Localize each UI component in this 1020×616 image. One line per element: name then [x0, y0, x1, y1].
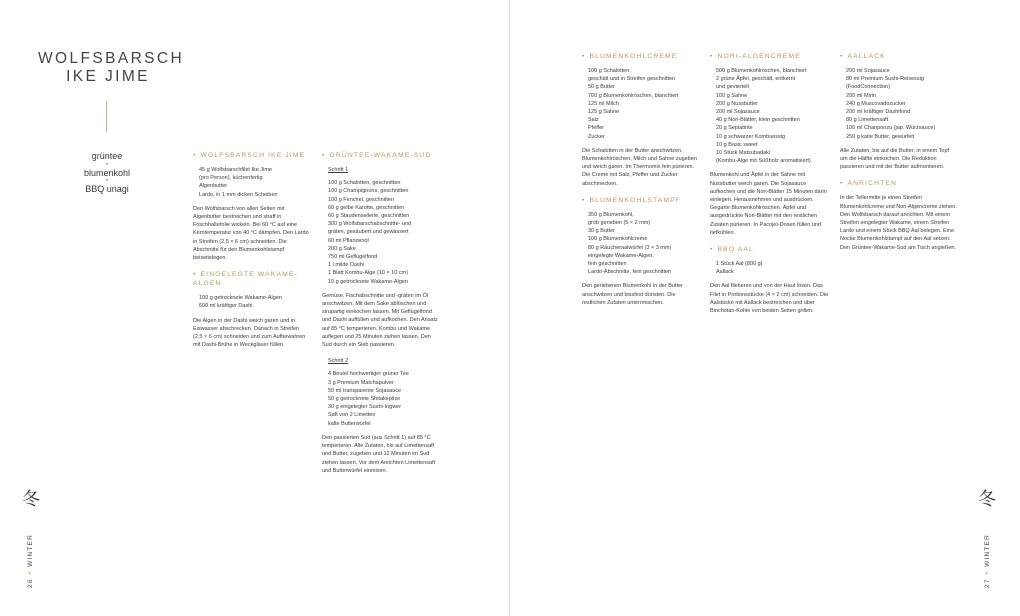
ingredient-item: 100 g Schalotten, [588, 68, 631, 74]
ingredient-item: eingelegte Wakame-Algen, [588, 252, 654, 259]
ingredient-item: 30 g Butter [588, 228, 615, 235]
recipe-section [193, 270, 309, 349]
ingredient-item: 60 g Staudensellerie, geschnitten [328, 213, 410, 220]
instruction-text: Alle Zutaten, bis auf die Butter, in einem Topf um die Hälfte einkochen. Die Reduktion passieren und mit der Butter aufmontieren. [840, 147, 950, 171]
ingredient-item: 50 g Butter [588, 84, 615, 91]
ingredient-item: 50 g getrocknete Shitakepilze [328, 396, 401, 403]
instruction-text: Blumenkohl und Äpfel in der Sahne mit Nussbutter weich garen. Die Sojasauce aufkochen und die Nori-Blätter 15 Minuten darin einlegen. Herausnehmen und ausdrücken. Gegarte Blumenkohlröschen, Äpfel und ausgedrückte Nori-Blätter mit den restlichen Zutaten pürieren. In Pacojet-Dosen füllen und tiefkühlen. [710, 172, 827, 236]
recipe-section [710, 245, 830, 315]
heading-text: ANRICHTEN [847, 180, 898, 188]
ingredient-item: 125 g Sahne [588, 109, 620, 116]
ingredient-item: 100 g Fenchel, geschnitten [328, 196, 395, 203]
ingredient-item: gräten, gesäubert und gewässert [328, 229, 409, 236]
ingredient-item: 80 g Räucheraalwürfel (3 × 3 mm) [588, 244, 672, 251]
ingredient-item: 750 ml Geflügelfond [328, 254, 378, 261]
ingredient-item: 80 g Limettensaft [846, 117, 889, 124]
instruction-text: Den Aal filetieren und von der Haut lösen. Das Filet in Portionsstücke (4 × 2 cm) schneiden. Die Aalstücke mit Aallack bestreichen und über Binchotan-Kohle von beiden Seiten grillen. [710, 283, 829, 315]
section-heading [840, 179, 958, 188]
recipe-section [582, 196, 698, 307]
winter-kanji: 冬 [22, 489, 40, 510]
ingredient-item: Salz [588, 117, 599, 124]
ingredient-item: 80 ml Premium Sushi-Reisessig [846, 76, 924, 83]
heading-bullet: • [710, 53, 714, 60]
subtitle-line: grüntee [91, 151, 123, 161]
instruction-text: Gemüse, Fischabschnitte und -gräten im Öl anschwitzen. Mit dem Sake ablöschen und sirupartig einkochen lassen. Mit Geflügelfond und Dashi auffüllen und aufkochen. Den Ansatz auf 85 °C temperieren. Kombu und Wakame auflegen und 25 Minuten ziehen lassen. Den Sud durch ein Sieb passieren. [322, 292, 438, 349]
ingredient-item: 200 ml Sojasauce [716, 109, 760, 116]
title-divider [106, 102, 107, 132]
season-label: WINTER [984, 534, 991, 567]
right-column-3 [840, 52, 958, 260]
ingredient-item: (FoodConnection) [846, 84, 891, 91]
ingredient-item: 1 Stück Aal (800 g) [716, 261, 763, 268]
ingredient-item: grob gerieben (5 × 2 mm) [588, 220, 651, 227]
instruction-text: Den passierten Sud (aus Schritt 1) auf 85 °C temperieren. Alle Zutaten, bis auf Limettensaft und Butter, zugeben und 12 Minuten im Sud ziehen lassen. Vor dem Anrichten Limettensaft und Butterwürfel einmixen. [322, 434, 436, 474]
subtitle-line: blumenkohl [83, 167, 131, 178]
left-page [0, 0, 509, 616]
heading-text: EINGELEGTE WAKAME-ALGEN [193, 271, 298, 288]
section-heading [193, 270, 309, 288]
heading-bullet: • [582, 196, 586, 204]
ingredient-list [328, 370, 438, 427]
subtitle-separator: • [105, 161, 109, 168]
ingredient-item: 200 ml Sojasauce [846, 68, 890, 74]
ingredient-item: 40 g Nori-Blätter, klein geschnitten [716, 117, 800, 124]
ingredient-item: 45 g Wolfsbarschfilet Ike Jime [199, 167, 272, 173]
page-footer [984, 534, 991, 588]
ingredient-item: 250 g kalte Butter, gewürfelt [846, 133, 915, 140]
page-number: 27 [984, 578, 991, 588]
section-heading [710, 245, 830, 254]
heading-text: AALLACK [847, 53, 886, 60]
ingredient-item: 100 g Schalotten, geschnitten [328, 180, 401, 187]
section-heading [840, 52, 958, 61]
right-column-2 [710, 52, 830, 323]
ingredient-item: (Kombu-Alge mit Süßholz aromatisiert) [716, 158, 811, 165]
recipe-section [840, 179, 958, 251]
ingredient-item: 500 g Blumenkohlröschen, blanchiert [716, 68, 807, 74]
season-label: WINTER [27, 534, 34, 567]
ingredient-item: 600 ml kräftiger Dashi [199, 303, 253, 310]
heading-bullet: • [840, 180, 844, 188]
heading-text: BBQ AAL [717, 246, 754, 254]
instruction-text: Den geriebenen Blumenkohl in der Butter anschwitzen und bissfest dünsten. Die restlichen Zutaten unterrmischen. [582, 283, 683, 306]
page-number: 26 [27, 578, 34, 588]
ingredient-item: 3 g Premium Matchapulver [328, 379, 394, 386]
ingredient-item: 20 g Sepiatinte [716, 125, 753, 132]
ingredient-item: Aallack [716, 269, 734, 276]
ingredient-item: 125 ml Milch [588, 100, 619, 107]
heading-bullet: • [582, 53, 586, 60]
ingredient-item: Lardo, in 1 mm dicken Scheiben [199, 191, 278, 198]
ingredient-item: 350 g Blumenkohl, [588, 211, 634, 218]
ingredient-item: Saft von 2 Limetten [328, 412, 376, 419]
left-column-2 [322, 151, 438, 483]
recipe-section [582, 52, 698, 188]
ingredient-item: 4 Beutel hochwertiger grüner Tee [328, 371, 409, 378]
heading-text: BLUMENKOHLSTAMPF [589, 196, 681, 204]
ingredient-item: 100 g Blumenkohlcreme [588, 236, 648, 243]
page-footer [27, 534, 34, 588]
ingredient-item: Zucker [588, 133, 605, 140]
ingredient-item: Lardo-Abschnitte, fein geschnitten [588, 269, 672, 276]
ingredient-item: 700 g Blumenkohlröschen, blanchiert [588, 92, 679, 99]
ingredient-item: (pro Person), küchenfertig [199, 175, 263, 182]
recipe-subtitle [74, 151, 140, 196]
ingredient-item: 30 g eingelegter Sushi-Ingwer [328, 404, 402, 411]
section-heading: • GRÜNTEE-WAKAME-SUD [322, 152, 432, 159]
ingredient-item: 10 Stück Matsubadaki [716, 150, 771, 157]
ingredient-item: 200 g Sake [328, 245, 356, 252]
ingredient-list [199, 166, 309, 199]
recipe-section [710, 52, 830, 237]
subtitle-line: BBQ unagi [85, 184, 129, 195]
recipe-title: WOLFSBARSCH IKE JIME [38, 50, 185, 85]
left-column-1 [193, 151, 309, 357]
ingredient-item: und geviertelt [716, 84, 750, 91]
recipe-section [193, 151, 309, 262]
heading-text: WOLFSBARSCH IKE JIME [200, 152, 306, 159]
instruction-text: Den Wolfsbarsch von allen Seiten mit Algenbutter bestreichen und straff in Frischhaltefolie wickeln. Bei 60 °C auf eine Kerntemperatur von 40 °C dämpfen. Den Lardo in Streifen (2,5 × 6 cm) schneiden. Die Abschnitte für den Blumenkohlstampf beiseitelegen. [193, 205, 309, 262]
winter-kanji: 冬 [978, 489, 996, 510]
ingredient-list [846, 67, 958, 141]
ingredient-item: 10 g schwarzer Kombuessig [716, 133, 786, 140]
ingredient-list [716, 260, 830, 276]
subtitle-separator: • [105, 178, 109, 185]
ingredient-item: 240 g Muscovadozucker [846, 100, 906, 107]
ingredient-item: 1 Blatt Kombu-Alge (10 × 10 cm) [328, 270, 408, 277]
ingredient-item: 2 grüne Äpfel, geschält, entkernt [716, 76, 796, 83]
heading-bullet: • [710, 246, 714, 254]
ingredient-item: geschält und in Streifen geschnitten [588, 76, 676, 83]
ingredient-item: kalte Butterwürfel [328, 420, 371, 427]
ingredient-item: 60 ml Pflanzenöl [328, 237, 369, 244]
section-heading [193, 151, 309, 160]
ingredient-item: 100 ml Chanponzu (jap. Würzsauce) [846, 125, 936, 132]
section-heading [582, 52, 698, 61]
heading-bullet: • [840, 53, 844, 60]
ingredient-item: Pfeffer [588, 125, 605, 132]
ingredient-item: 50 ml transparente Sojasauce [328, 387, 402, 394]
footer-separator: • [27, 570, 34, 575]
heading-bullet: • [322, 152, 326, 159]
step-label: Schritt 1 [328, 167, 349, 173]
ingredient-item: 60 g gelbe Karotte, geschnitten [328, 204, 405, 211]
section-heading [710, 52, 830, 61]
heading-bullet: • [193, 152, 197, 159]
ingredient-item: 200 ml Mirin [846, 92, 876, 99]
ingredient-item: 200 g Nussbutter [716, 100, 758, 107]
ingredient-item: 300 g Wolfsbarschabschnitte- und [328, 221, 412, 228]
ingredient-item: fein geschnitten [588, 261, 627, 268]
instruction-text: In der Tellermitte je einen Streifen Blumenkohlcreme und Nori-Algencreme ziehen. Den Wolfsbarsch darauf anrichten. Mit einem Streifen eingelegter Wakame, einem Streifen Lardo und einem Stück BBQ Aal belegen. Eine Nocke Blumenkohlstampf auf den Aal setzen. Den Grüntee-Wakame-Sud am Tisch angießen. [840, 195, 957, 251]
ingredient-item: Algenbutter [199, 183, 228, 190]
ingredient-list [716, 67, 830, 165]
ingredient-item: 100 g Sahne [716, 92, 748, 99]
footer-separator: • [984, 570, 991, 575]
heading-bullet: • [193, 271, 197, 279]
ingredient-item: 1 l milde Dashi [328, 262, 365, 269]
right-column-1 [582, 52, 698, 315]
ingredient-item: 100 g getrocknete Wakame-Algen [199, 295, 282, 302]
heading-text: NORI-ALGENCREME [717, 53, 801, 60]
ingredient-list [328, 179, 438, 286]
section-heading [582, 196, 698, 205]
instruction-text: Die Schalotten in der Butter anschwitzen. Blumenkohlröschen, Milch und Sahne zugeben und weich garen. Im Thermomix fein pürieren. Die Creme mit Salz, Pfeffer und Zucker abschmecken. [582, 147, 697, 187]
ingredient-item: 10 g getrocknete Wakame-Algen [328, 278, 408, 285]
ingredient-list [588, 67, 698, 141]
ingredient-list [199, 294, 309, 310]
instruction-text: Die Algen in der Dashi weich garen und in Eiswasser abschrecken. Danach in Streifen (2,5 × 6 cm) schneiden und zum Aufbewahren mit Dashi-Brühe in Weckgläser füllen. [193, 317, 306, 349]
ingredient-item: 10 g Basic sweet [716, 141, 758, 148]
right-page [510, 0, 1020, 616]
heading-text: BLUMENKOHLCREME [589, 53, 678, 60]
recipe-section [840, 52, 958, 171]
step-label: Schritt 2 [328, 358, 349, 365]
ingredient-list [588, 211, 698, 277]
ingredient-item: 100 g Champignons, geschnitten [328, 188, 409, 195]
ingredient-item: 200 ml kräftiger Dashifond [846, 109, 911, 116]
